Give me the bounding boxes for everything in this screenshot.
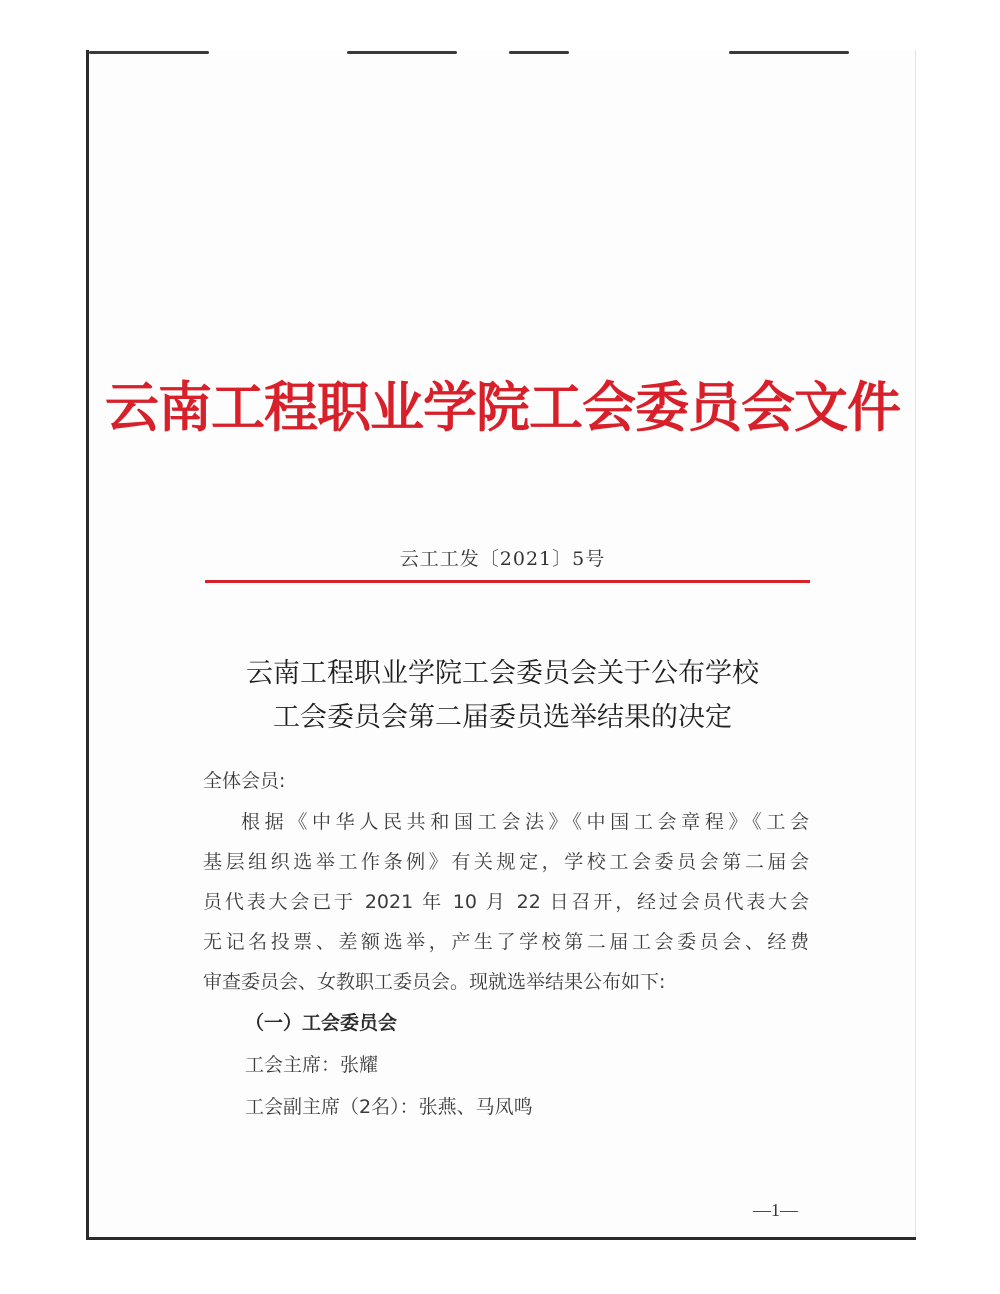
- document-title-line: 云南工程职业学院工会委员会关于公布学校: [246, 658, 759, 689]
- document-title-line: 工会委员会第二届委员选举结果的决定: [273, 702, 732, 733]
- vice-chairman-line: 工会副主席（2名）：张燕、马凤鸣: [245, 1096, 533, 1118]
- document-body: [203, 760, 809, 1128]
- scan-artifact: [729, 51, 849, 54]
- document-number: 云工工发〔2021〕5号: [399, 548, 606, 570]
- scan-artifact: [89, 51, 209, 54]
- document-title: [89, 652, 916, 740]
- paragraph-line: 审查委员会、女教职工委员会。现就选举结果公布如下:: [203, 971, 666, 993]
- paragraph-line: 根据《中华人民共和国工会法》《中国工会章程》《工会: [241, 811, 809, 833]
- scan-edge-top: [89, 50, 916, 56]
- document-page: [86, 50, 916, 1240]
- paragraph-line: 无记名投票、差额选举，产生了学校第二届工会委员会、经费: [203, 931, 809, 953]
- scan-edge-right: [915, 50, 916, 1237]
- chairman-line: 工会主席：张耀: [245, 1054, 379, 1076]
- paragraph-line: 基层组织选举工作条例》有关规定，学校工会委员会第二届会: [203, 851, 809, 873]
- section-heading: （一）工会委员会: [245, 1012, 398, 1034]
- scan-artifact: [509, 51, 569, 54]
- salutation: 全体会员:: [203, 770, 286, 792]
- page-number: —1—: [753, 1200, 798, 1220]
- document-masthead: 云南工程职业学院工会委员会文件: [105, 375, 900, 439]
- red-separator-rule: [205, 580, 810, 583]
- scan-artifact: [347, 51, 457, 54]
- paragraph-line: 员代表大会已于 2021 年 10 月 22 日召开，经过会员代表大会: [203, 891, 809, 913]
